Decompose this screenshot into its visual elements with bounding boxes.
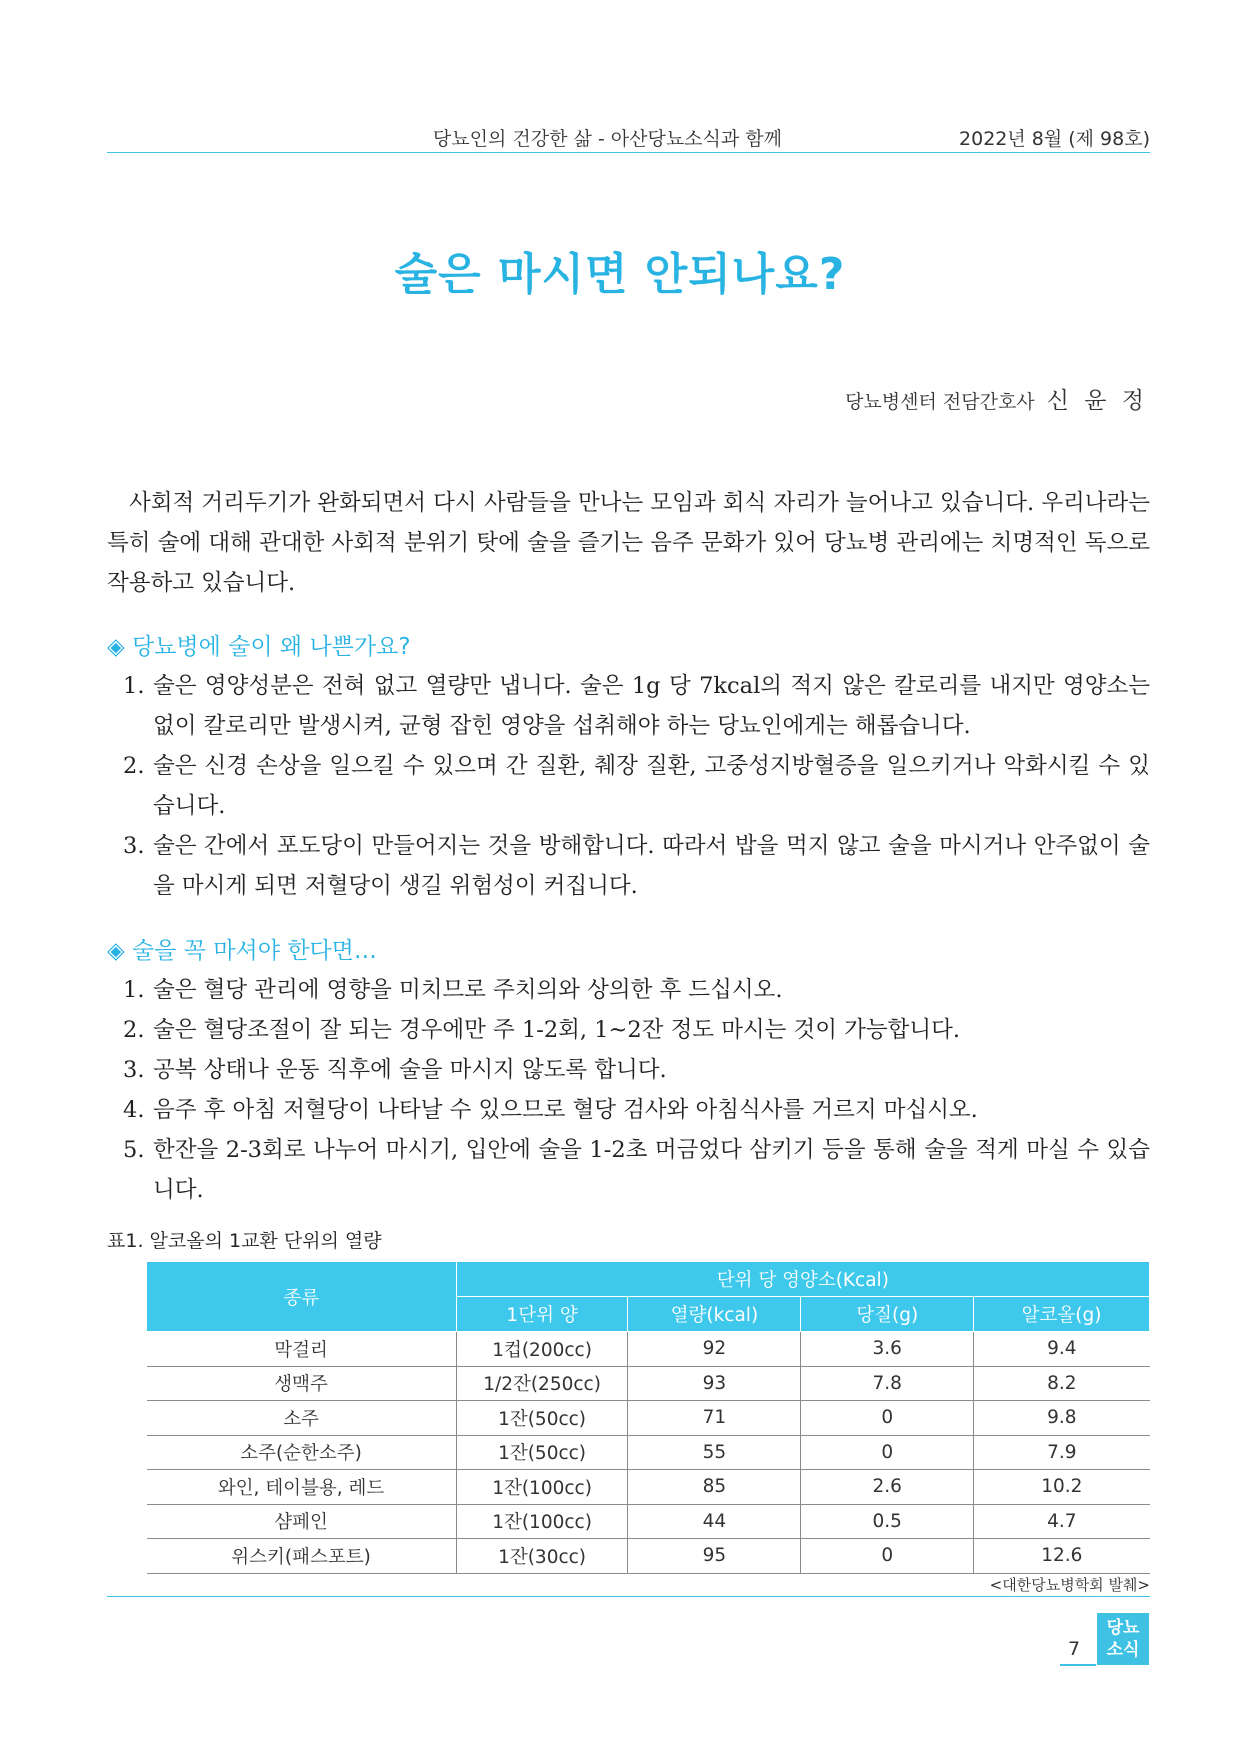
newsletter-badge [1097,1613,1149,1665]
page-number: 7 [1068,1638,1081,1660]
author-role: 당뇨병센터 전담간호사 [845,391,1035,413]
list-item: 5. 한잔을 2-3회로 나누어 마시기, 입안에 술을 1-2초 머금었다 삼키기 등을 통해 술을 적게 마실 수 있습니다. [123,1137,1150,1203]
magazine-title: 당뇨인의 건강한 삶 - 아산당뇨소식과 함께 [432,128,782,150]
alcohol-table [146,1261,1150,1574]
list-item: 1. 술은 혈당 관리에 영향을 미치므로 주치의와 상의한 후 드십시오. [123,977,783,1003]
col-header-alcohol: 알코올(g) [974,1297,1150,1332]
author-line [845,382,1148,415]
col-header-kcal: 열량(kcal) [628,1297,801,1332]
footer-divider [107,1596,1150,1597]
list-item: 2. 술은 혈당조절이 잘 되는 경우에만 주 1-2회, 1~2잔 정도 마시는 것이 가능합니다. [123,1017,961,1043]
table-row: 샴페인 1잔(100cc) 44 0.5 4.7 [147,1504,1150,1539]
author-name: 신 윤 정 [1046,388,1148,414]
badge-line1: 당뇨 [1106,1618,1140,1638]
page-number-underline [1060,1664,1096,1666]
table-row: 소주(순한소주) 1잔(50cc) 55 0 7.9 [147,1435,1150,1470]
table-row: 생맥주 1/2잔(250cc) 93 7.8 8.2 [147,1366,1150,1401]
list-item: 3. 공복 상태나 운동 직후에 술을 마시지 않도록 합니다. [123,1057,667,1083]
badge-line2: 소식 [1106,1640,1140,1660]
list-item: 3. 술은 간에서 포도당이 만들어지는 것을 방해합니다. 따라서 밥을 먹지 않고 술을 마시거나 안주없이 술을 마시게 되면 저혈당이 생길 위험성이 커집니다. [123,833,1150,899]
group-header: 단위 당 영양소(Kcal) [456,1262,1149,1297]
section-heading-why-bad: ◈ 당뇨병에 술이 왜 나쁜가요? [107,634,411,660]
col-header-carb: 당질(g) [801,1297,974,1332]
section-heading-if-drink: ◈ 술을 꼭 마셔야 한다면… [107,938,377,964]
table-source: <대한당뇨병학회 발췌> [989,1576,1150,1594]
table-row: 막걸리 1컵(200cc) 92 3.6 9.4 [147,1332,1150,1367]
table-caption: 표1. 알코올의 1교환 단위의 열량 [107,1230,382,1252]
article-title: 술은 마시면 안되나요? [394,249,846,300]
table-row: 소주 1잔(50cc) 71 0 9.8 [147,1401,1150,1436]
if-drink-list [107,970,1150,1210]
table-row: 와인, 테이블용, 레드 1잔(100cc) 85 2.6 10.2 [147,1470,1150,1505]
list-item: 4. 음주 후 아침 저혈당이 나타날 수 있으므로 혈당 검사와 아침식사를 거르지 마십시오. [123,1097,978,1123]
list-item: 2. 술은 신경 손상을 일으킬 수 있으며 간 질환, 췌장 질환, 고중성지방혈증을 일으키거나 악화시킬 수 있습니다. [123,753,1150,819]
col-header-unit: 1단위 양 [456,1297,628,1332]
issue-date: 2022년 8월 (제 98호) [959,128,1150,150]
table-row: 위스키(패스포트) 1잔(30cc) 95 0 12.6 [147,1539,1150,1574]
list-item: 1. 술은 영양성분은 전혀 없고 열량만 냅니다. 술은 1g 당 7kcal의 적지 않은 칼로리를 내지만 영양소는 없이 칼로리만 발생시켜, 균형 잡힌 영양을 섭취해야 하는 당뇨인에게는 해롭습니다. [123,673,1150,739]
why-bad-list [107,666,1150,906]
intro-paragraph: 사회적 거리두기가 완화되면서 다시 사람들을 만나는 모임과 회식 자리가 늘어나고 있습니다. 우리나라는 특히 술에 대해 관대한 사회적 분위기 탓에 술을 즐기는 음주 문화가 있어 당뇨병 관리에는 치명적인 독으로 작용하고 있습니다. [107,490,1150,596]
page-header [107,118,1150,153]
col-header-type: 종류 [147,1262,457,1332]
